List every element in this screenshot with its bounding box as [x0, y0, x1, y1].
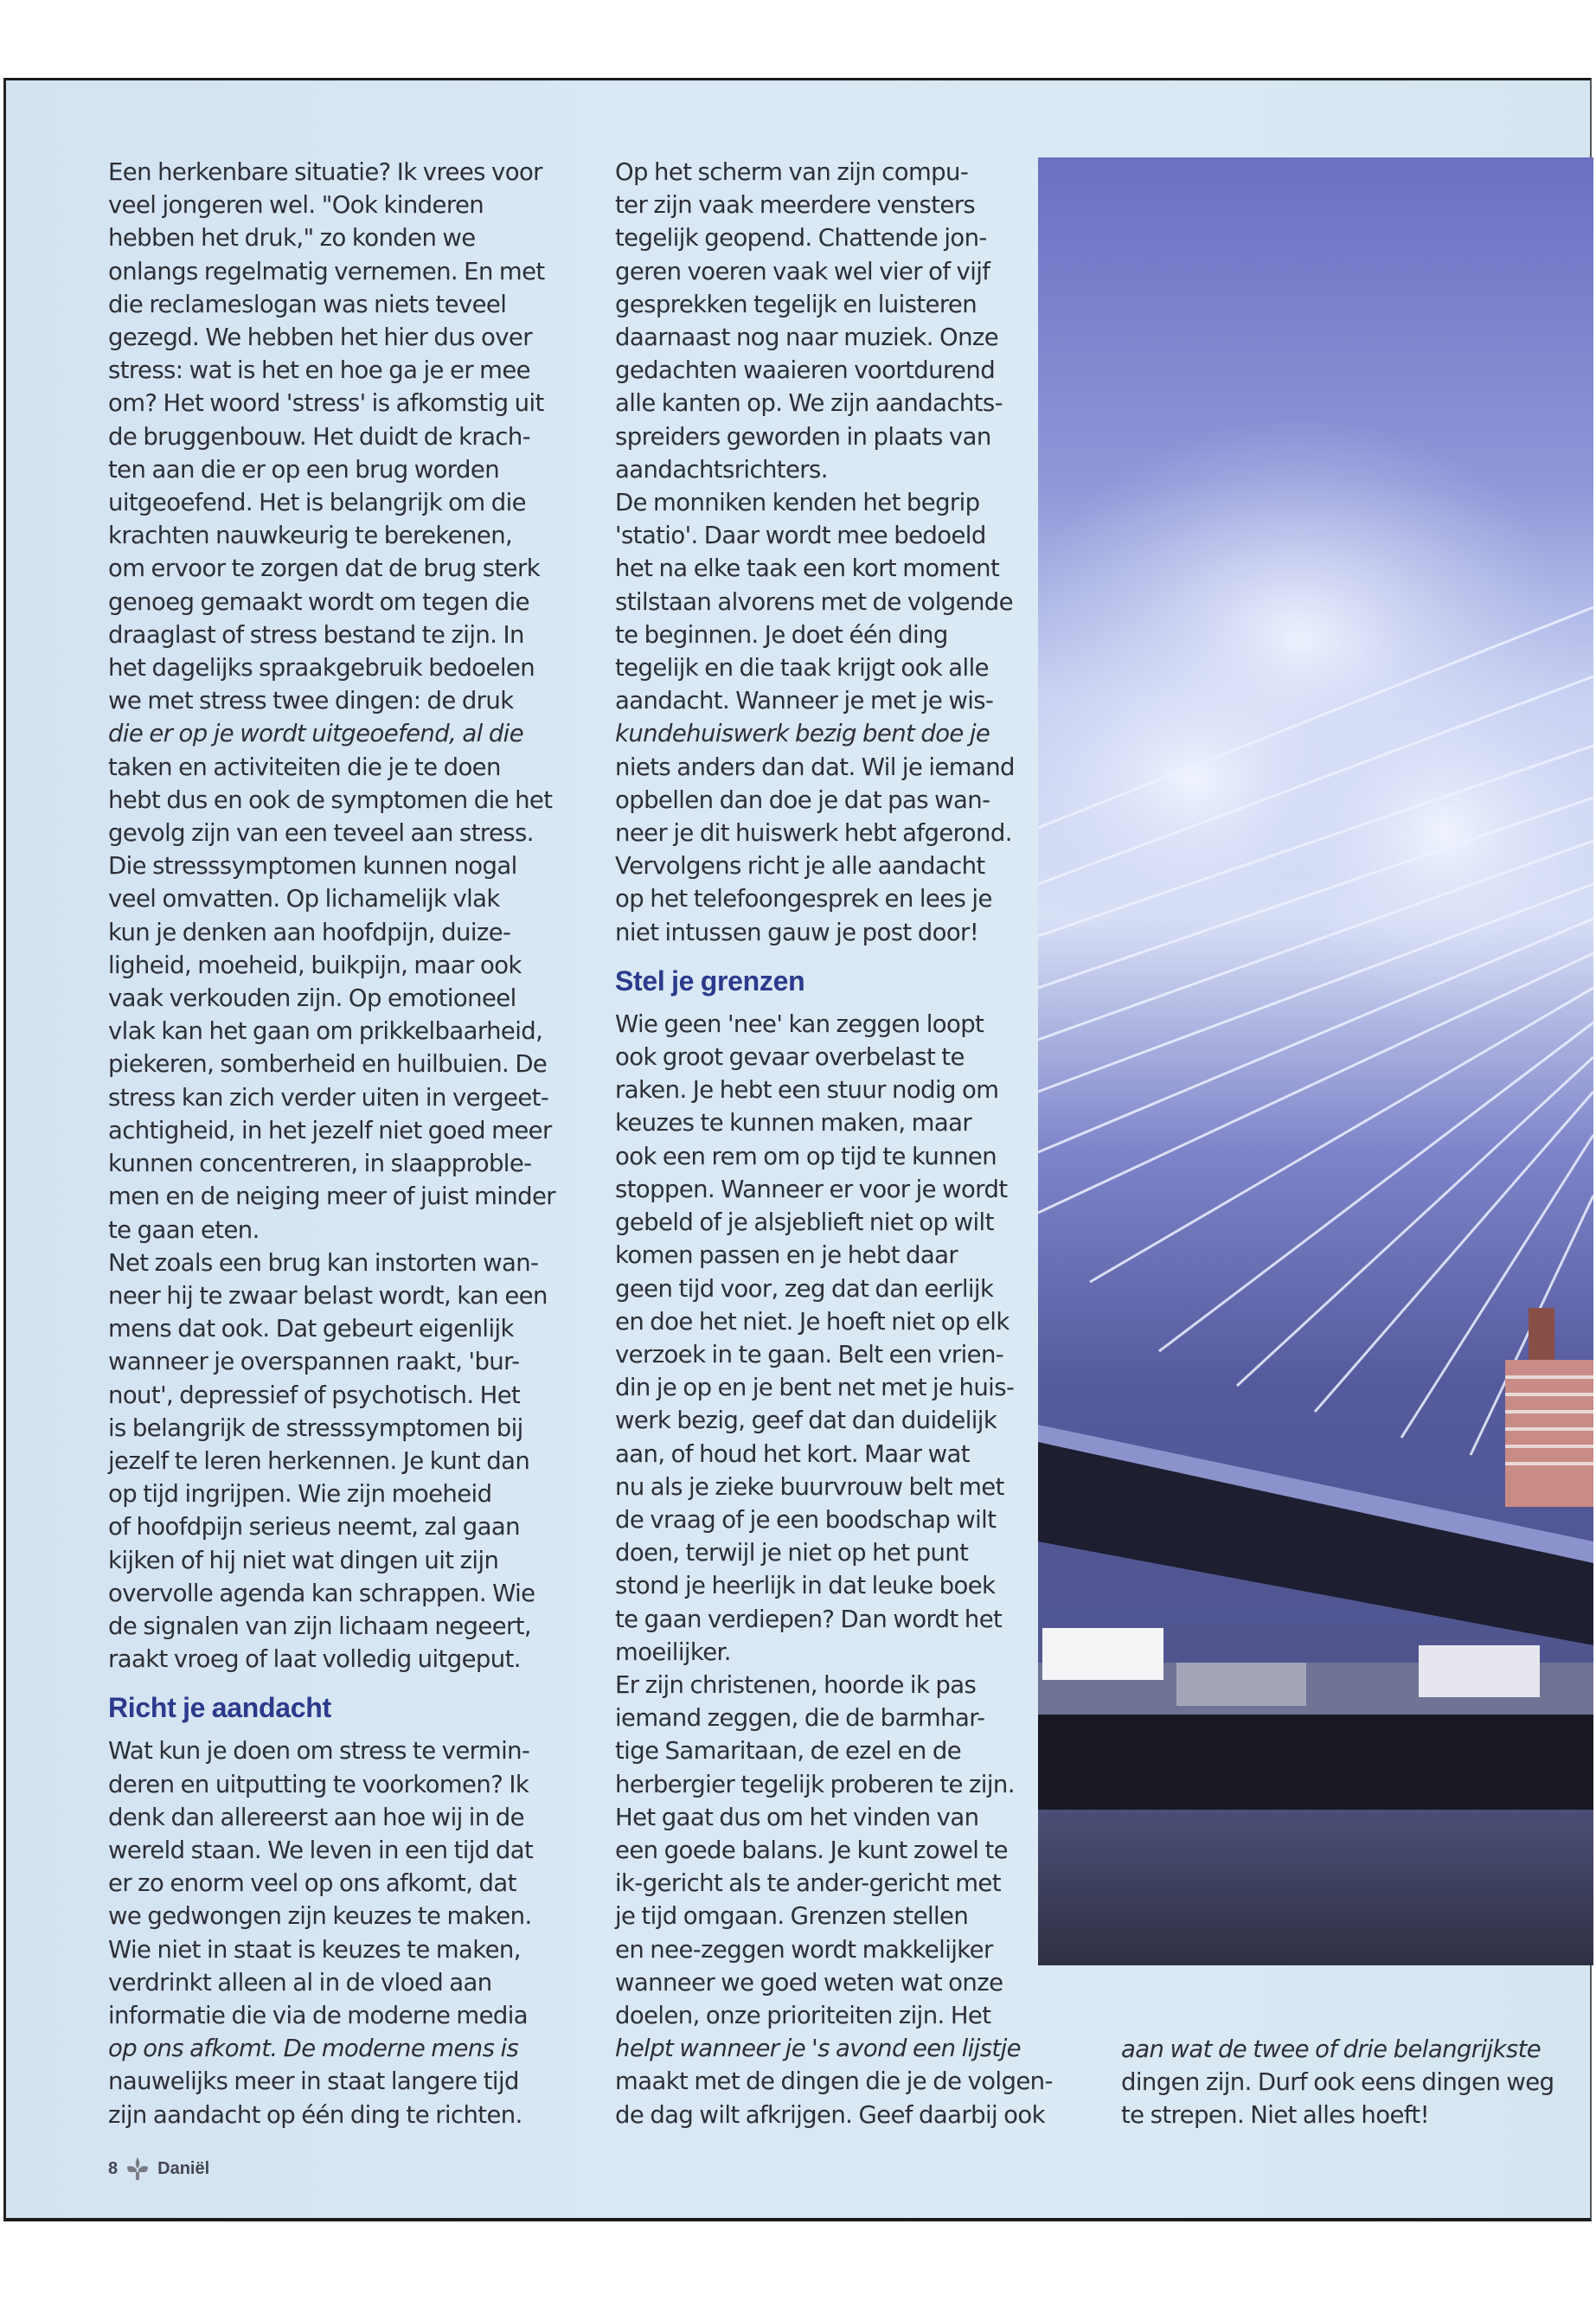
- text-line: ligheid, moeheid, buikpijn, maar ook: [108, 951, 522, 979]
- text-line: ook groot gevaar overbelast te: [615, 1043, 965, 1072]
- text-line: niets anders dan dat. Wil je iemand: [615, 753, 1015, 781]
- text-line: mens dat ook. Dat gebeurt eigenlijk: [108, 1315, 514, 1343]
- text-line: vlak kan het gaan om prikkelbaarheid,: [108, 1017, 543, 1046]
- text-line-italic: helpt wanneer je 's avond een lijstje: [615, 2035, 1021, 2063]
- text-line-italic: die er op je wordt uitgeoefend, al die: [108, 720, 524, 748]
- text-line: en doe het niet. Je hoeft niet op elk: [615, 1307, 1010, 1336]
- text-line: kun je denken aan hoofdpijn, duize-: [108, 918, 511, 946]
- text-line: daarnaast nog naar muziek. Onze: [615, 324, 999, 352]
- text-line: de dag wilt afkrijgen. Geef daarbij ook: [615, 2100, 1045, 2129]
- text-line: verdrinkt alleen al in de vloed aan: [108, 1968, 492, 1997]
- text-line: Vervolgens richt je alle aandacht: [615, 852, 985, 881]
- text-line: Wie geen 'nee' kan zeggen loopt: [615, 1009, 984, 1038]
- paragraph: [108, 156, 567, 1247]
- text-line: raakt vroeg of laat volledig uitgeput.: [108, 1645, 521, 1674]
- text-line: jezelf te leren herkennen. Je kunt dan: [108, 1446, 530, 1475]
- text-line: tegelijk geopend. Chattende jon-: [615, 224, 987, 253]
- text-line: tige Samaritaan, de ezel en de: [615, 1737, 962, 1766]
- text-line: stress: wat is het en hoe ga je er mee: [108, 356, 530, 385]
- text-line: vaak verkouden zijn. Op emotioneel: [108, 984, 516, 1013]
- text-line: stoppen. Wanneer er voor je wordt: [615, 1175, 1008, 1203]
- text-line: stilstaan alvorens met de volgende: [615, 587, 1013, 616]
- text-line: aandacht. Wanneer je met je wis-: [615, 687, 994, 715]
- text-line: ik-gericht als te ander-gericht met: [615, 1869, 1001, 1898]
- text-line: deren en uitputting te voorkomen? Ik: [108, 1770, 529, 1798]
- text-line: men en de neiging meer of juist minder: [108, 1183, 556, 1211]
- text-line: geren voeren vaak wel vier of vijf: [615, 257, 990, 285]
- text-line: Wat kun je doen om stress te vermin-: [108, 1737, 530, 1766]
- text-line: te gaan eten.: [108, 1215, 260, 1244]
- text-line: taken en activiteiten die je te doen: [108, 753, 501, 781]
- text-line: geen tijd voor, zeg dat dan eerlijk: [615, 1274, 994, 1303]
- article-column-3: [1121, 2033, 1580, 2132]
- text-line: opbellen dan doe je dat pas wan-: [615, 785, 990, 814]
- text-line: raken. Je hebt een stuur nodig om: [615, 1076, 999, 1105]
- text-line: verzoek in te gaan. Belt een vrien-: [615, 1340, 1004, 1368]
- page-number: 8: [108, 2158, 119, 2178]
- text-line: uitgeoefend. Het is belangrijk om die: [108, 489, 526, 517]
- section-heading-richt-je-aandacht: Richt je aandacht: [108, 1692, 331, 1724]
- text-line: op tijd ingrijpen. Wie zijn moeheid: [108, 1480, 492, 1509]
- text-line: herbergier tegelijk proberen te zijn.: [615, 1770, 1015, 1798]
- text-line: 'statio'. Daar wordt mee bedoeld: [615, 522, 986, 550]
- text-line: gebeld of je alsjeblieft niet op wilt: [615, 1208, 994, 1237]
- text-line: doelen, onze prioriteiten zijn. Het: [615, 2001, 991, 2029]
- text-line: te gaan verdiepen? Dan wordt het: [615, 1605, 1003, 1633]
- article-column-2: [615, 156, 1053, 2131]
- text-line: er zo enorm veel op ons afkomt, dat: [108, 1869, 516, 1898]
- text-line: informatie die via de moderne media: [108, 2001, 529, 2029]
- text-line: gesprekken tegelijk en luisteren: [615, 290, 977, 318]
- text-line: hebben het druk," zo konden we: [108, 224, 476, 253]
- article-column-1: [108, 156, 567, 2131]
- text-line: doen, terwijl je niet op het punt: [615, 1539, 969, 1567]
- text-line: het dagelijks spraakgebruik bedoelen: [108, 654, 535, 683]
- paragraph: [1121, 2033, 1580, 2132]
- text-line: gevolg zijn van een teveel aan stress.: [108, 819, 534, 848]
- paragraph: [108, 1247, 567, 1676]
- magazine-name: Daniël: [157, 2158, 210, 2178]
- text-line: te beginnen. Je doet één ding: [615, 620, 948, 649]
- text-line: draaglast of stress bestand te zijn. In: [108, 620, 524, 649]
- text-line: om? Het woord 'stress' is afkomstig uit: [108, 389, 544, 418]
- text-line: ter zijn vaak meerdere vensters: [615, 191, 976, 220]
- text-line: keuzes te kunnen maken, maar: [615, 1109, 972, 1138]
- text-line: nu als je zieke buurvrouw belt met: [615, 1472, 1004, 1501]
- text-line: neer je dit huiswerk hebt afgerond.: [615, 819, 1012, 848]
- text-line: komen passen en je hebt daar: [615, 1241, 958, 1270]
- text-line: de signalen van zijn lichaam negeert,: [108, 1612, 532, 1640]
- text-line: de bruggenbouw. Het duidt de krach-: [108, 422, 531, 451]
- text-line: moeilijker.: [615, 1638, 731, 1666]
- text-line: veel omvatten. Op lichamelijk vlak: [108, 885, 500, 913]
- text-line: en nee-zeggen wordt makkelijker: [615, 1935, 993, 1964]
- text-line: maakt met de dingen die je de volgen-: [615, 2067, 1053, 2096]
- text-line: krachten nauwkeurig te berekenen,: [108, 522, 513, 550]
- text-line: Het gaat dus om het vinden van: [615, 1803, 979, 1831]
- paragraph: [615, 1008, 1048, 1669]
- text-line: is belangrijk de stresssymptomen bij: [108, 1413, 523, 1442]
- text-line: spreiders geworden in plaats van: [615, 422, 991, 451]
- text-line: din je op en je bent net met je huis-: [615, 1374, 1015, 1402]
- text-line: overvolle agenda kan schrappen. Wie: [108, 1579, 535, 1607]
- paragraph: [615, 1669, 1053, 2131]
- page-footer: [108, 2157, 209, 2181]
- text-line: Op het scherm van zijn compu-: [615, 158, 969, 186]
- text-line-italic: aan wat de twee of drie belangrijkste: [1121, 2035, 1542, 2063]
- text-line-italic: op ons afkomt. De moderne mens is: [108, 2035, 519, 2063]
- text-line: wanneer we goed weten wat onze: [615, 1968, 1003, 1997]
- text-line: Wie niet in staat is keuzes te maken,: [108, 1935, 521, 1964]
- text-line: aan, of houd het kort. Maar wat: [615, 1439, 970, 1468]
- text-line: kijken of hij niet wat dingen uit zijn: [108, 1546, 499, 1574]
- text-line: of hoofdpijn serieus neemt, zal gaan: [108, 1513, 520, 1541]
- text-line: de vraag of je een boodschap wilt: [615, 1505, 997, 1534]
- text-line: dingen zijn. Durf ook eens dingen weg: [1121, 2068, 1554, 2097]
- paragraph: [615, 486, 1048, 949]
- text-line: alle kanten op. We zijn aandachts-: [615, 389, 1003, 418]
- text-line: achtigheid, in het jezelf niet goed meer: [108, 1116, 552, 1144]
- text-line: neer hij te zwaar belast wordt, kan een: [108, 1281, 548, 1310]
- text-line: gezegd. We hebben het hier dus over: [108, 324, 532, 352]
- section-heading-stel-je-grenzen: Stel je grenzen: [615, 965, 805, 997]
- text-line: op het telefoongesprek en lees je: [615, 885, 992, 913]
- text-line: nout', depressief of psychotisch. Het: [108, 1381, 521, 1409]
- text-line: kunnen concentreren, in slaapproble-: [108, 1150, 532, 1178]
- text-line: zijn aandacht op één ding te richten.: [108, 2100, 522, 2129]
- text-line: aandachtsrichters.: [615, 455, 828, 484]
- text-line: niet intussen gauw je post door!: [615, 918, 979, 946]
- text-line: piekeren, somberheid en huilbuien. De: [108, 1050, 548, 1079]
- text-line: denk dan allereerst aan hoe wij in de: [108, 1803, 524, 1831]
- text-line: het na elke taak een kort moment: [615, 554, 1000, 583]
- bridge-illustration: [1038, 157, 1593, 1965]
- paragraph: [615, 156, 1048, 486]
- text-line: die reclameslogan was niets teveel: [108, 290, 507, 318]
- text-line: werk bezig, geef dat dan duidelijk: [615, 1407, 997, 1435]
- bridge-photo: [1038, 157, 1593, 1965]
- text-line: wanneer je overspannen raakt, 'bur-: [108, 1348, 520, 1376]
- text-line: je tijd omgaan. Grenzen stellen: [615, 1902, 969, 1931]
- text-line: ook een rem om op tijd te kunnen: [615, 1142, 997, 1170]
- text-line: genoeg gemaakt wordt om tegen die: [108, 587, 529, 616]
- fleur-de-lis-icon: [126, 2157, 149, 2181]
- text-line: hebt dus en ook de symptomen die het: [108, 785, 553, 814]
- text-line: te strepen. Niet alles hoeft!: [1121, 2101, 1430, 2130]
- text-line-italic: kundehuiswerk bezig bent doe je: [615, 720, 990, 748]
- text-line: Een herkenbare situatie? Ik vrees voor: [108, 158, 542, 186]
- text-line: om ervoor te zorgen dat de brug sterk: [108, 554, 541, 583]
- text-line: ten aan die er op een brug worden: [108, 455, 500, 484]
- text-line: onlangs regelmatig vernemen. En met: [108, 257, 545, 285]
- text-line: Die stresssymptomen kunnen nogal: [108, 852, 517, 881]
- text-line: iemand zeggen, die de barmhar-: [615, 1704, 985, 1733]
- text-line: we gedwongen zijn keuzes te maken.: [108, 1902, 532, 1931]
- text-line: Er zijn christenen, hoorde ik pas: [615, 1670, 977, 1699]
- text-line: wereld staan. We leven in een tijd dat: [108, 1836, 534, 1864]
- text-line: tegelijk en die taak krijgt ook alle: [615, 654, 989, 683]
- paragraph: [108, 1734, 567, 2131]
- text-line: veel jongeren wel. "Ook kinderen: [108, 191, 484, 220]
- text-line: stress kan zich verder uiten in vergeet-: [108, 1083, 549, 1112]
- text-line: een goede balans. Je kunt zowel te: [615, 1836, 1008, 1864]
- text-line: Net zoals een brug kan instorten wan-: [108, 1248, 539, 1277]
- text-line: De monniken kenden het begrip: [615, 489, 980, 517]
- text-line: stond je heerlijk in dat leuke boek: [615, 1572, 996, 1600]
- text-line: gedachten waaieren voortdurend: [615, 356, 996, 385]
- text-line: nauwelijks meer in staat langere tijd: [108, 2067, 519, 2096]
- text-line: we met stress twee dingen: de druk: [108, 687, 514, 715]
